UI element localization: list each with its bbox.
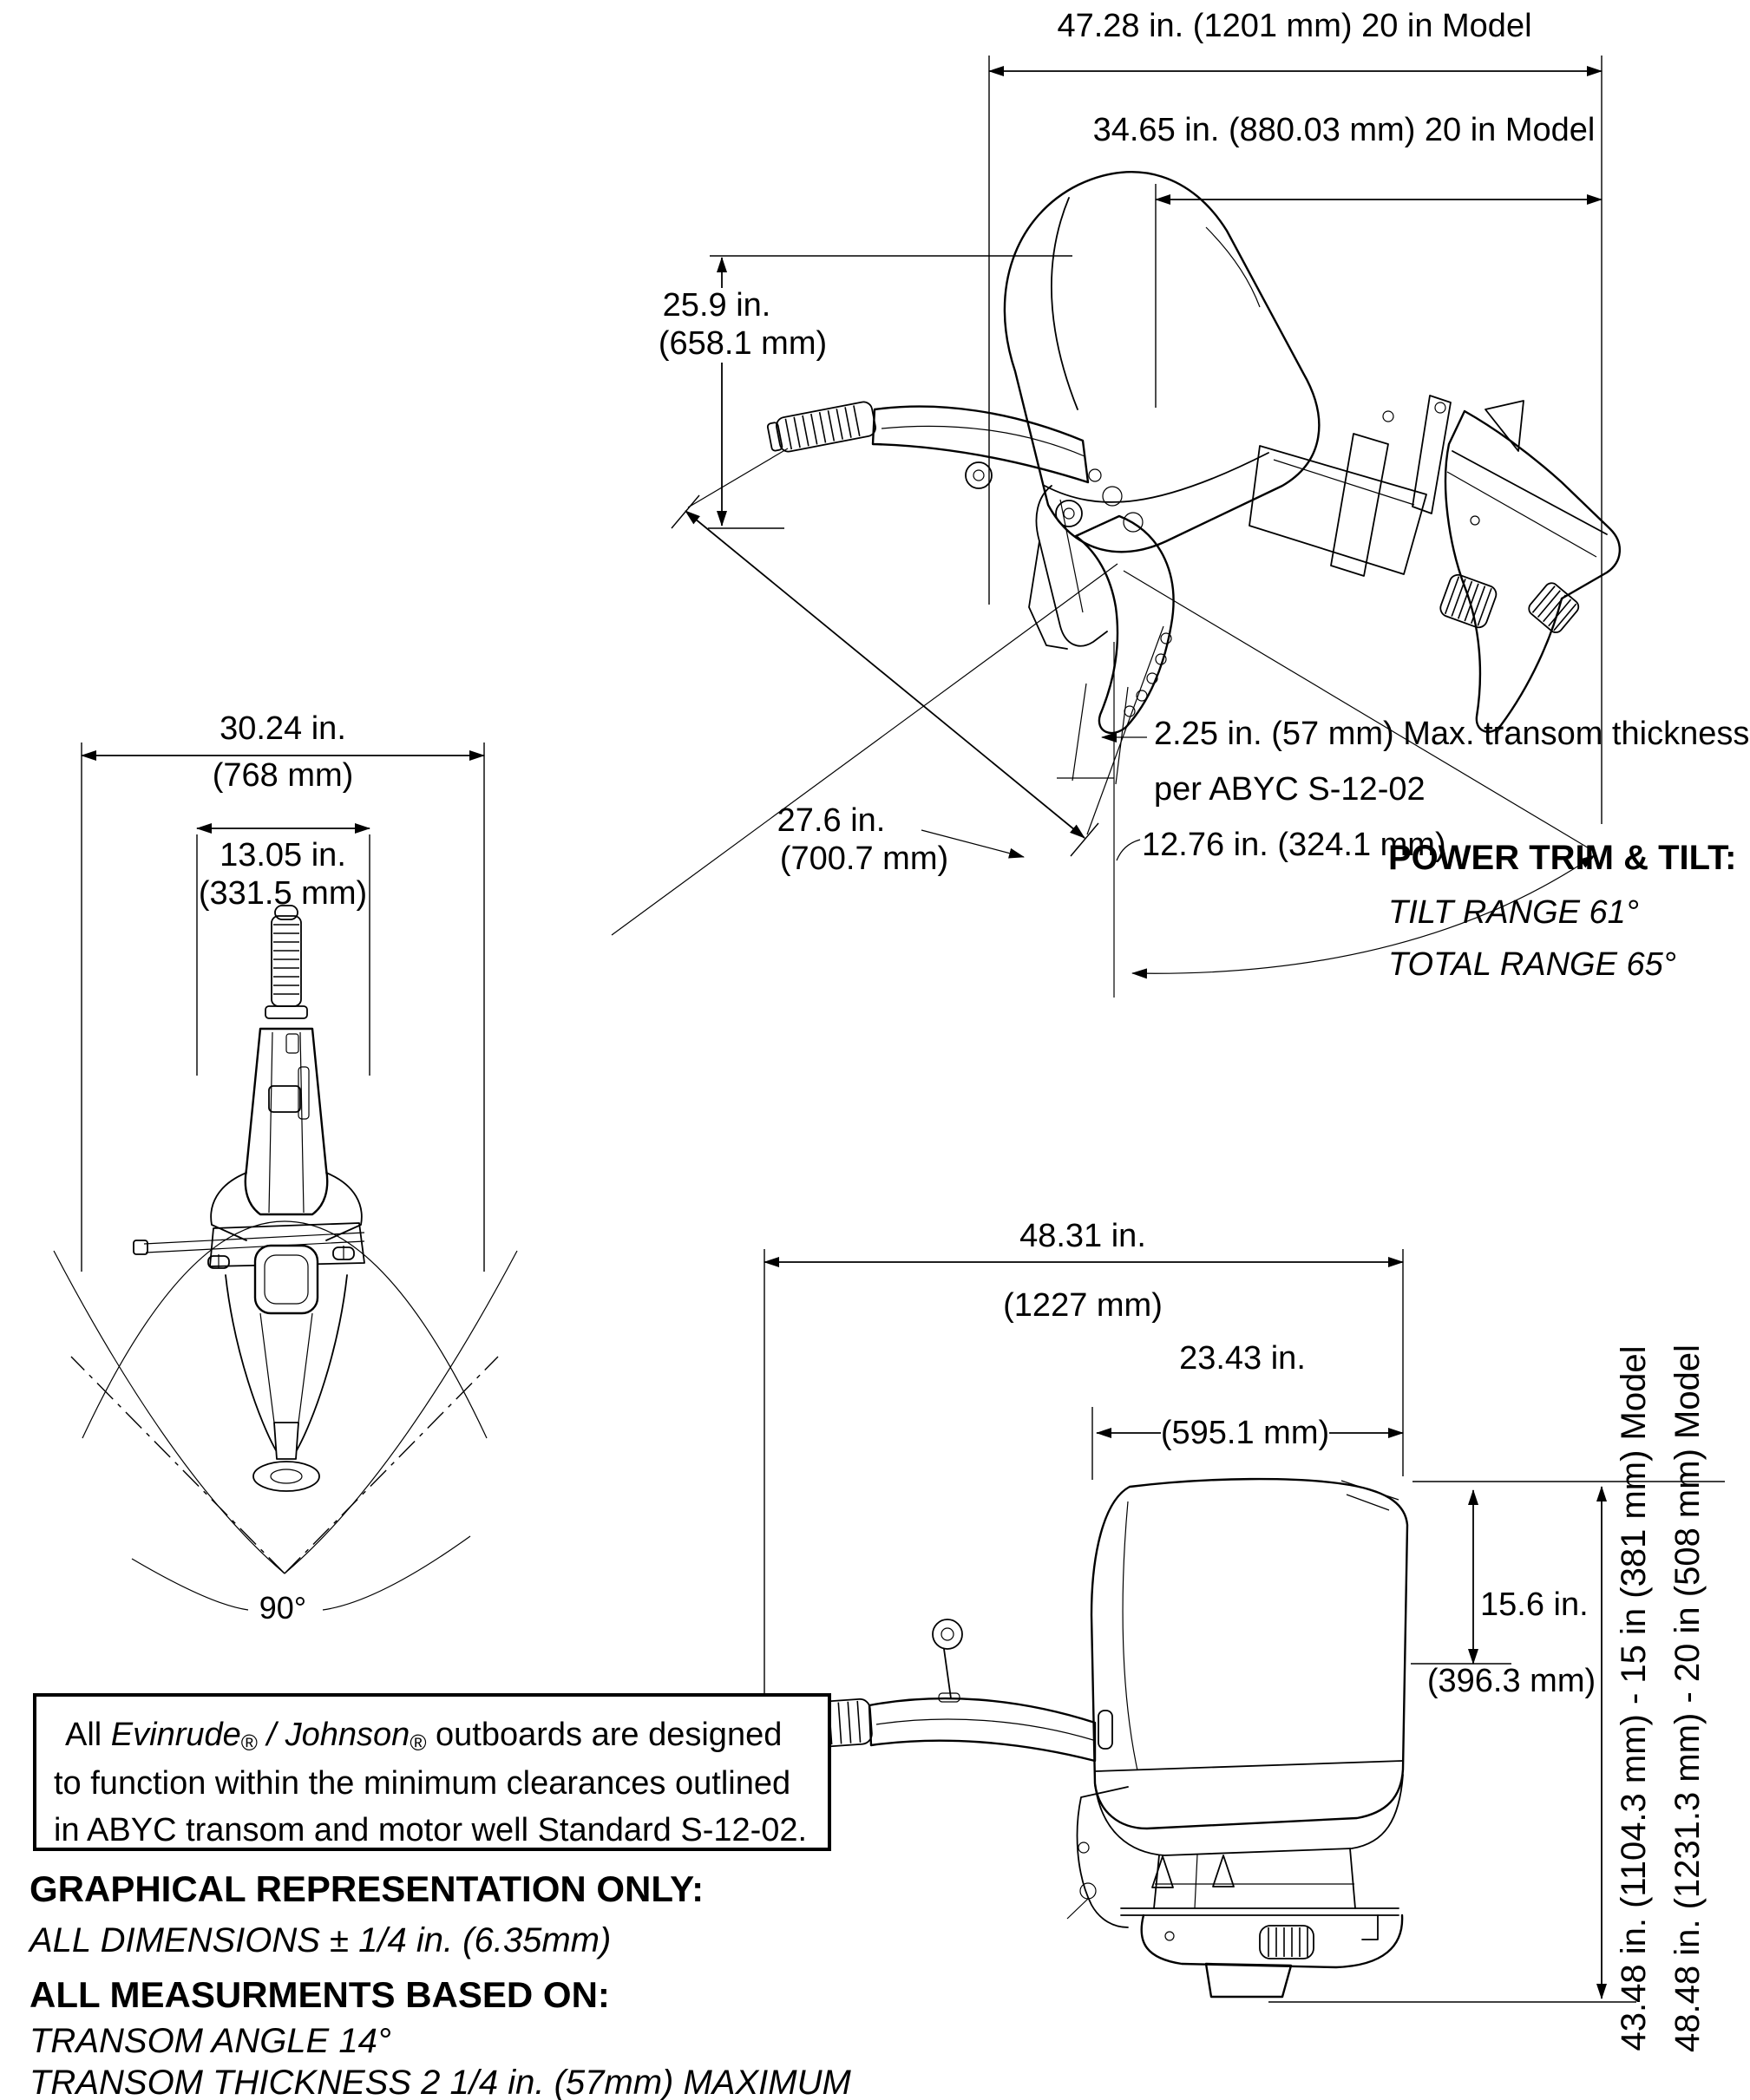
notice-line1: All Evinrude® / Johnson® outboards are designed <box>65 1717 783 1756</box>
transom-note-line2: per ABYC S-12-02 <box>1154 771 1426 808</box>
footer-heading-measurements: ALL MEASURMENTS BASED ON: <box>29 1974 610 2015</box>
dim-label-width-in: 30.24 in. <box>220 710 346 747</box>
footer-transom-angle: TRANSOM ANGLE 14° <box>29 2022 391 2060</box>
ptt-total-range: TOTAL RANGE 65° <box>1388 946 1676 983</box>
dim-label-shaft-mm: (700.7 mm) <box>779 841 949 877</box>
dim-label-upright-overall-in: 48.31 in. <box>1019 1218 1146 1254</box>
ptt-title: POWER TRIM & TILT: <box>1388 839 1737 877</box>
notice-line3: in ABYC transom and motor well Standard S-12-02. <box>54 1812 808 1848</box>
dim-label-height-mm: (658.1 mm) <box>658 325 828 362</box>
footer-dimensions-tolerance: ALL DIMENSIONS ± 1/4 in. (6.35mm) <box>29 1921 612 1959</box>
ptt-tilt-range: TILT RANGE 61° <box>1388 894 1640 931</box>
steer-angle-label: 90° <box>259 1590 307 1626</box>
dim-label-rear-length: 34.65 in. (880.03 mm) 20 in Model <box>1092 112 1596 148</box>
clearance-notice-box <box>35 1695 829 1849</box>
dim-label-overall-length: 47.28 in. (1201 mm) 20 in Model <box>1057 8 1532 44</box>
dim-label-cowl-height-mm: (396.3 mm) <box>1426 1663 1596 1699</box>
dim-label-bracket: 12.76 in. (324.1 mm) <box>1142 827 1446 863</box>
footer-transom-thickness: TRANSOM THICKNESS 2 1/4 in. (57mm) MAXIMUM <box>29 2064 851 2100</box>
dim-label-upright-overall-mm: (1227 mm) <box>1003 1287 1163 1324</box>
dim-label-cowl-width-mm: (331.5 mm) <box>198 875 368 912</box>
dim-label-cowl-length-in: 23.43 in. <box>1179 1340 1306 1377</box>
dim-label-width-mm: (768 mm) <box>212 757 354 794</box>
footer-heading-graphical: GRAPHICAL REPRESENTATION ONLY: <box>29 1868 705 1909</box>
transom-note-line1: 2.25 in. (57 mm) Max. transom thickness <box>1154 716 1750 752</box>
dim-label-height-20in-model: 48.48 in. (1231.3 mm) - 20 in (508 mm) Model <box>1668 1344 1707 2052</box>
notice-line2: to function within the minimum clearances outlined <box>54 1765 791 1802</box>
dim-label-cowl-length-mm: (595.1 mm) <box>1160 1415 1330 1451</box>
dim-label-cowl-height-in: 15.6 in. <box>1480 1586 1589 1623</box>
dim-label-height-in: 25.9 in. <box>662 287 771 324</box>
dim-label-height-15in-model: 43.48 in. (1104.3 mm) - 15 in (381 mm) Model <box>1615 1345 1653 2051</box>
dim-label-shaft-in: 27.6 in. <box>777 802 886 839</box>
dim-label-cowl-width-in: 13.05 in. <box>220 837 346 873</box>
